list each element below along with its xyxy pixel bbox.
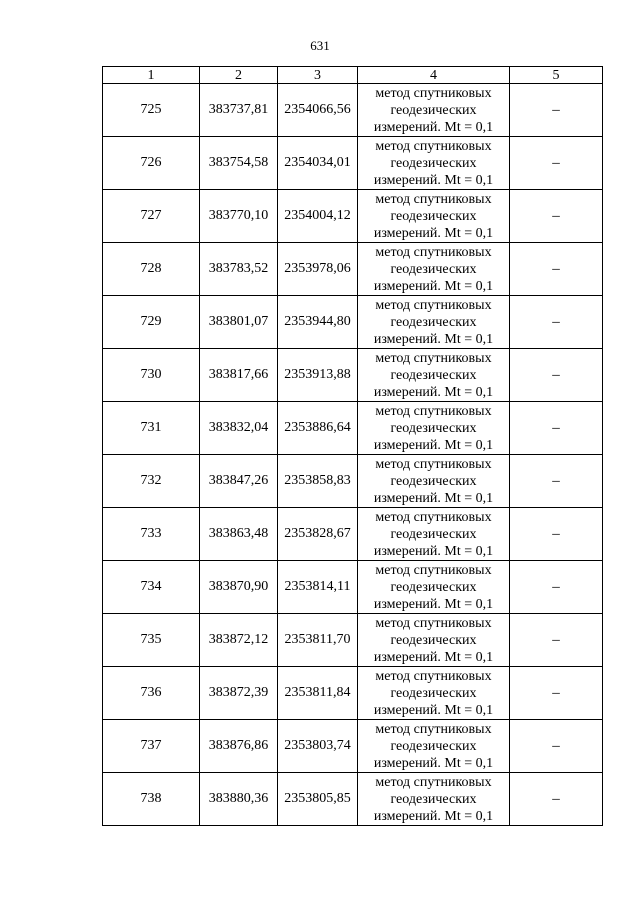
- x-coordinate-cell: 383847,26: [200, 455, 278, 508]
- y-coordinate-cell: 2353978,06: [278, 243, 358, 296]
- x-coordinate-cell: 383870,90: [200, 561, 278, 614]
- point-number-cell: 725: [103, 84, 200, 137]
- method-line: метод спутниковых: [375, 615, 492, 631]
- point-number-cell: 728: [103, 243, 200, 296]
- point-number-cell: 727: [103, 190, 200, 243]
- y-coordinate-cell: 2353805,85: [278, 773, 358, 826]
- method-line: метод спутниковых: [375, 191, 492, 207]
- method-cell: [358, 402, 510, 455]
- method-line: метод спутниковых: [375, 350, 492, 366]
- method-line: измерений. Mt = 0,1: [373, 596, 494, 612]
- x-coordinate-cell: 383801,07: [200, 296, 278, 349]
- method-line: геодезических: [390, 155, 477, 171]
- method-line: измерений. Mt = 0,1: [373, 278, 494, 294]
- method-line: геодезических: [390, 102, 477, 118]
- table-row: [103, 614, 603, 667]
- column-header-1: 1: [103, 67, 200, 84]
- method-cell: [358, 561, 510, 614]
- method-line: геодезических: [390, 632, 477, 648]
- table-row: [103, 455, 603, 508]
- page-number: 631: [310, 38, 330, 53]
- table-row: [103, 773, 603, 826]
- method-cell: [358, 667, 510, 720]
- method-line: геодезических: [390, 420, 477, 436]
- y-coordinate-cell: 2354066,56: [278, 84, 358, 137]
- x-coordinate-cell: 383880,36: [200, 773, 278, 826]
- method-line: метод спутниковых: [375, 668, 492, 684]
- table-body: [103, 84, 603, 826]
- method-line: метод спутниковых: [375, 456, 492, 472]
- table-row: [103, 190, 603, 243]
- x-coordinate-cell: 383737,81: [200, 84, 278, 137]
- method-line: геодезических: [390, 579, 477, 595]
- note-cell: –: [510, 455, 603, 508]
- point-number-cell: 730: [103, 349, 200, 402]
- method-cell: [358, 243, 510, 296]
- column-header-5: 5: [510, 67, 603, 84]
- method-cell: [358, 508, 510, 561]
- note-cell: –: [510, 190, 603, 243]
- method-line: измерений. Mt = 0,1: [373, 649, 494, 665]
- y-coordinate-cell: 2353814,11: [278, 561, 358, 614]
- method-cell: [358, 137, 510, 190]
- x-coordinate-cell: 383832,04: [200, 402, 278, 455]
- method-line: метод спутниковых: [375, 403, 492, 419]
- y-coordinate-cell: 2353886,64: [278, 402, 358, 455]
- coordinates-table: [102, 66, 603, 826]
- note-cell: –: [510, 349, 603, 402]
- x-coordinate-cell: 383783,52: [200, 243, 278, 296]
- method-cell: [358, 614, 510, 667]
- column-header-2: 2: [200, 67, 278, 84]
- y-coordinate-cell: 2353913,88: [278, 349, 358, 402]
- y-coordinate-cell: 2353803,74: [278, 720, 358, 773]
- table-row: [103, 508, 603, 561]
- method-line: метод спутниковых: [375, 138, 492, 154]
- point-number-cell: 733: [103, 508, 200, 561]
- note-cell: –: [510, 84, 603, 137]
- method-cell: [358, 455, 510, 508]
- method-line: метод спутниковых: [375, 721, 492, 737]
- method-cell: [358, 296, 510, 349]
- table-row: [103, 296, 603, 349]
- table-row: [103, 667, 603, 720]
- method-line: измерений. Mt = 0,1: [373, 543, 494, 559]
- method-line: геодезических: [390, 261, 477, 277]
- point-number-cell: 726: [103, 137, 200, 190]
- point-number-cell: 732: [103, 455, 200, 508]
- method-line: геодезических: [390, 367, 477, 383]
- note-cell: –: [510, 243, 603, 296]
- x-coordinate-cell: 383876,86: [200, 720, 278, 773]
- method-line: измерений. Mt = 0,1: [373, 172, 494, 188]
- method-line: геодезических: [390, 208, 477, 224]
- method-line: геодезических: [390, 685, 477, 701]
- method-line: измерений. Mt = 0,1: [373, 331, 494, 347]
- table-row: [103, 720, 603, 773]
- note-cell: –: [510, 614, 603, 667]
- x-coordinate-cell: 383754,58: [200, 137, 278, 190]
- point-number-cell: 736: [103, 667, 200, 720]
- y-coordinate-cell: 2353828,67: [278, 508, 358, 561]
- y-coordinate-cell: 2354034,01: [278, 137, 358, 190]
- point-number-cell: 731: [103, 402, 200, 455]
- point-number-cell: 729: [103, 296, 200, 349]
- method-line: геодезических: [390, 314, 477, 330]
- method-line: метод спутниковых: [375, 509, 492, 525]
- x-coordinate-cell: 383770,10: [200, 190, 278, 243]
- method-line: геодезических: [390, 526, 477, 542]
- table-row: [103, 243, 603, 296]
- table-header-row: [103, 67, 603, 84]
- method-line: метод спутниковых: [375, 85, 492, 101]
- x-coordinate-cell: 383872,12: [200, 614, 278, 667]
- method-cell: [358, 773, 510, 826]
- column-header-3: 3: [278, 67, 358, 84]
- x-coordinate-cell: 383817,66: [200, 349, 278, 402]
- method-line: измерений. Mt = 0,1: [373, 702, 494, 718]
- method-cell: [358, 720, 510, 773]
- method-cell: [358, 84, 510, 137]
- point-number-cell: 738: [103, 773, 200, 826]
- table-row: [103, 84, 603, 137]
- method-cell: [358, 349, 510, 402]
- note-cell: –: [510, 561, 603, 614]
- table-row: [103, 137, 603, 190]
- y-coordinate-cell: 2354004,12: [278, 190, 358, 243]
- method-line: измерений. Mt = 0,1: [373, 225, 494, 241]
- table-row: [103, 349, 603, 402]
- y-coordinate-cell: 2353858,83: [278, 455, 358, 508]
- note-cell: –: [510, 508, 603, 561]
- point-number-cell: 734: [103, 561, 200, 614]
- x-coordinate-cell: 383872,39: [200, 667, 278, 720]
- x-coordinate-cell: 383863,48: [200, 508, 278, 561]
- method-line: геодезических: [390, 473, 477, 489]
- method-line: метод спутниковых: [375, 774, 492, 790]
- table-row: [103, 561, 603, 614]
- note-cell: –: [510, 296, 603, 349]
- note-cell: –: [510, 773, 603, 826]
- method-line: геодезических: [390, 738, 477, 754]
- method-line: измерений. Mt = 0,1: [373, 384, 494, 400]
- method-line: геодезических: [390, 791, 477, 807]
- method-line: измерений. Mt = 0,1: [373, 119, 494, 135]
- method-line: метод спутниковых: [375, 244, 492, 260]
- method-line: измерений. Mt = 0,1: [373, 808, 494, 824]
- table-row: [103, 402, 603, 455]
- note-cell: –: [510, 720, 603, 773]
- method-line: метод спутниковых: [375, 297, 492, 313]
- note-cell: –: [510, 137, 603, 190]
- method-line: измерений. Mt = 0,1: [373, 755, 494, 771]
- note-cell: –: [510, 667, 603, 720]
- y-coordinate-cell: 2353811,70: [278, 614, 358, 667]
- y-coordinate-cell: 2353811,84: [278, 667, 358, 720]
- method-line: измерений. Mt = 0,1: [373, 437, 494, 453]
- method-line: метод спутниковых: [375, 562, 492, 578]
- column-header-4: 4: [358, 67, 510, 84]
- point-number-cell: 735: [103, 614, 200, 667]
- y-coordinate-cell: 2353944,80: [278, 296, 358, 349]
- method-cell: [358, 190, 510, 243]
- point-number-cell: 737: [103, 720, 200, 773]
- note-cell: –: [510, 402, 603, 455]
- method-line: измерений. Mt = 0,1: [373, 490, 494, 506]
